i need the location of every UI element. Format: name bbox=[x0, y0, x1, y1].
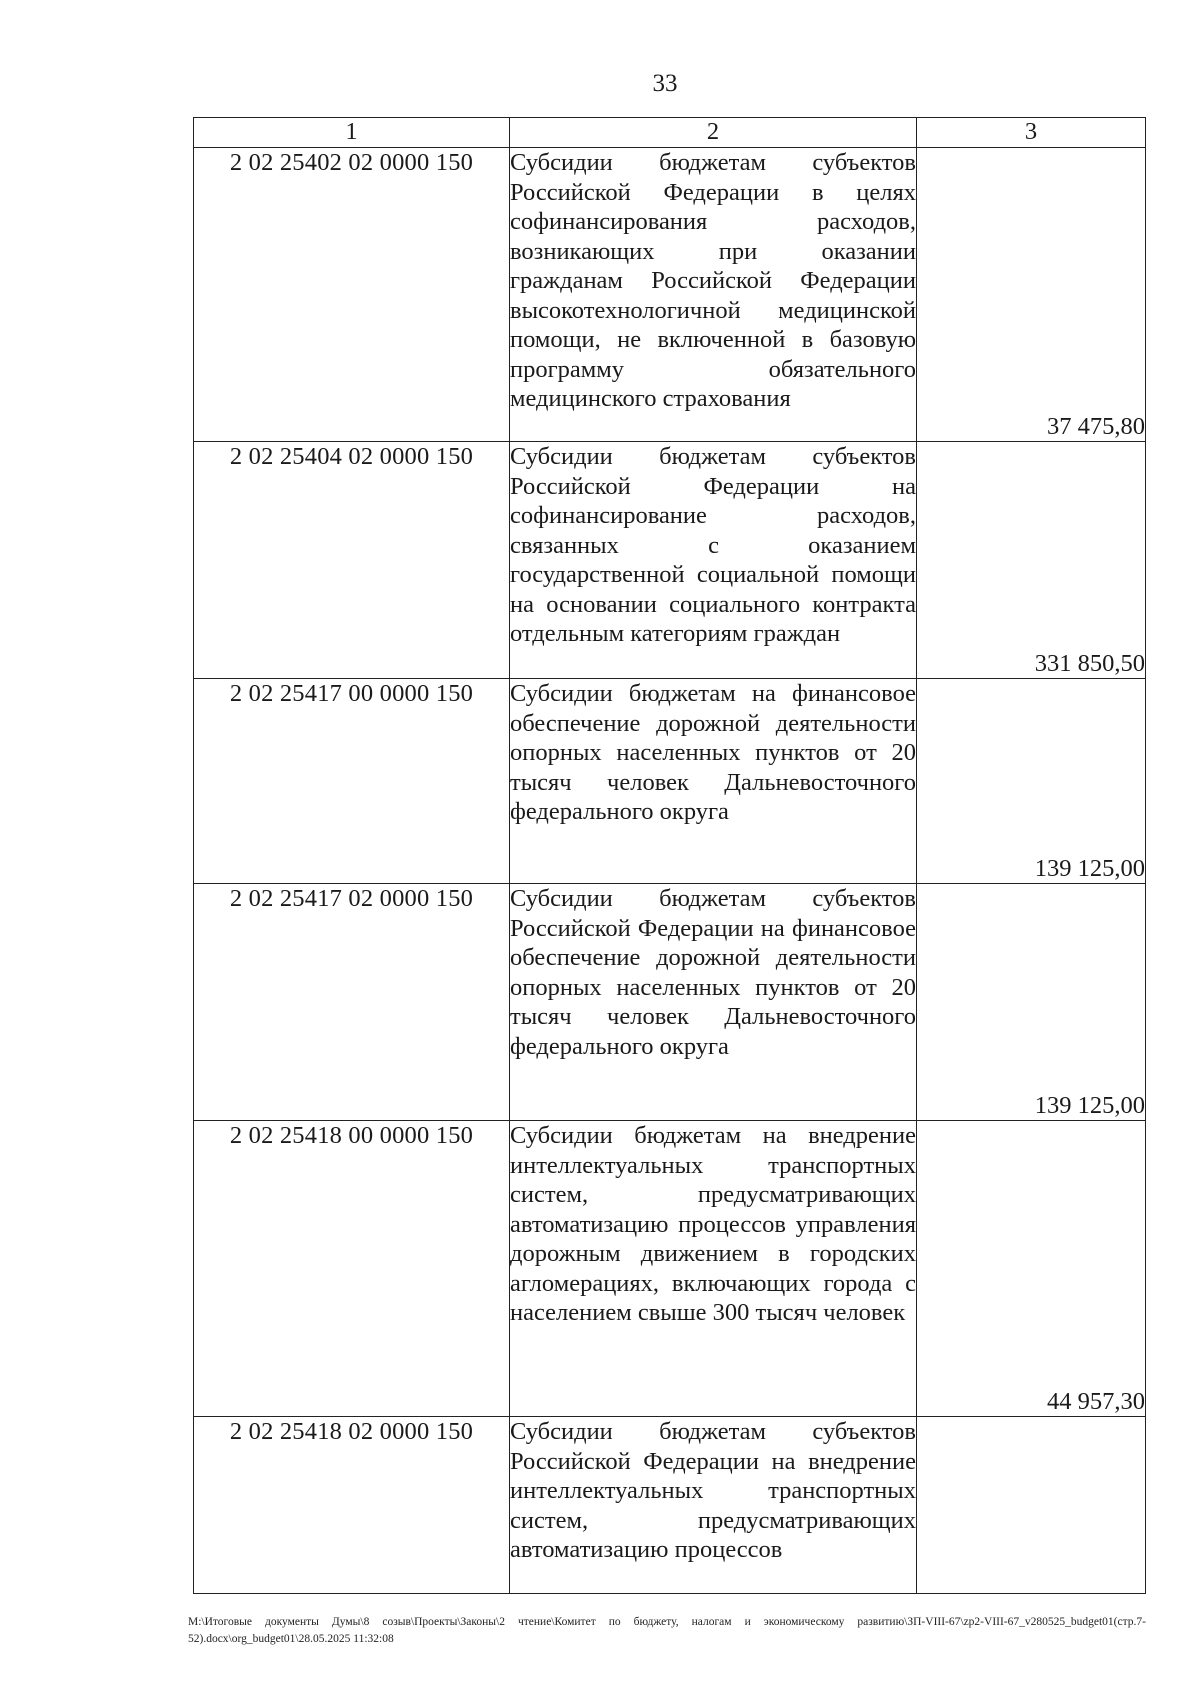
table-row bbox=[194, 884, 1146, 1121]
budget-code-cell: 2 02 25417 00 0000 150 bbox=[194, 679, 510, 884]
table-header-row bbox=[194, 118, 1146, 148]
table-row bbox=[194, 679, 1146, 884]
table-row bbox=[194, 442, 1146, 679]
budget-code-cell: 2 02 25418 00 0000 150 bbox=[194, 1121, 510, 1417]
description-text: Субсидии бюджетам субъектов Российской Федерации в целях софинансирования расходов, возникающих при оказании гражданам Российской Федерации высокотехнологичной медицинской помощи, не включенной в базовую программу обязательного медицинского страхования bbox=[510, 149, 916, 412]
column-header-description: 2 bbox=[510, 118, 917, 148]
amount-cell: 331 850,50 bbox=[917, 442, 1146, 679]
description-text: Субсидии бюджетам субъектов Российской Федерации на финансовое обеспечение дорожной деятельности опорных населенных пунктов от 20 тысяч человек Дальневосточного федерального округа bbox=[510, 885, 916, 1060]
amount-cell: 139 125,00 bbox=[917, 884, 1146, 1121]
budget-code-cell: 2 02 25402 02 0000 150 bbox=[194, 148, 510, 442]
description-cell bbox=[510, 148, 917, 442]
page-number: 33 bbox=[652, 70, 678, 97]
description-cell bbox=[510, 679, 917, 884]
description-cell bbox=[510, 884, 917, 1121]
description-text: Субсидии бюджетам субъектов Российской Федерации на софинансирование расходов, связанных с оказанием государственной социальной помощи на основании социального контракта отдельным категориям граждан bbox=[510, 443, 916, 647]
amount-cell: 44 957,30 bbox=[917, 1121, 1146, 1417]
budget-code-cell: 2 02 25417 02 0000 150 bbox=[194, 884, 510, 1121]
amount-cell: 139 125,00 bbox=[917, 679, 1146, 884]
amount-cell bbox=[917, 1417, 1146, 1594]
description-text: Субсидии бюджетам на финансовое обеспечение дорожной деятельности опорных населенных пунктов от 20 тысяч человек Дальневосточного федерального округа bbox=[510, 680, 916, 825]
amount-cell: 37 475,80 bbox=[917, 148, 1146, 442]
budget-revenue-table bbox=[193, 117, 1146, 1594]
description-text: Субсидии бюджетам субъектов Российской Федерации на внедрение интеллектуальных транспортных систем, предусматривающих автоматизацию процессов bbox=[510, 1418, 916, 1563]
document-file-path-footer: M:\Итоговые документы Думы\8 созыв\Проекты\Законы\2 чтение\Комитет по бюджету, налогам и экономическому развитию\ЗП-VIII-67\zp2-VIII-67_v280525_budget01(стр.7-52).docx\org_budget01\28.05.2025 11:32:08 bbox=[188, 1616, 1146, 1645]
description-cell bbox=[510, 442, 917, 679]
description-text: Субсидии бюджетам на внедрение интеллектуальных транспортных систем, предусматривающих автоматизацию процессов управления дорожным движением в городских агломерациях, включающих города с населением свыше 300 тысяч человек bbox=[510, 1122, 916, 1326]
table-row bbox=[194, 1417, 1146, 1594]
budget-code-cell: 2 02 25418 02 0000 150 bbox=[194, 1417, 510, 1594]
table-row bbox=[194, 148, 1146, 442]
column-header-code: 1 bbox=[194, 118, 510, 148]
description-cell bbox=[510, 1121, 917, 1417]
table-row bbox=[194, 1121, 1146, 1417]
budget-code-cell: 2 02 25404 02 0000 150 bbox=[194, 442, 510, 679]
column-header-amount: 3 bbox=[917, 118, 1146, 148]
description-cell bbox=[510, 1417, 917, 1594]
